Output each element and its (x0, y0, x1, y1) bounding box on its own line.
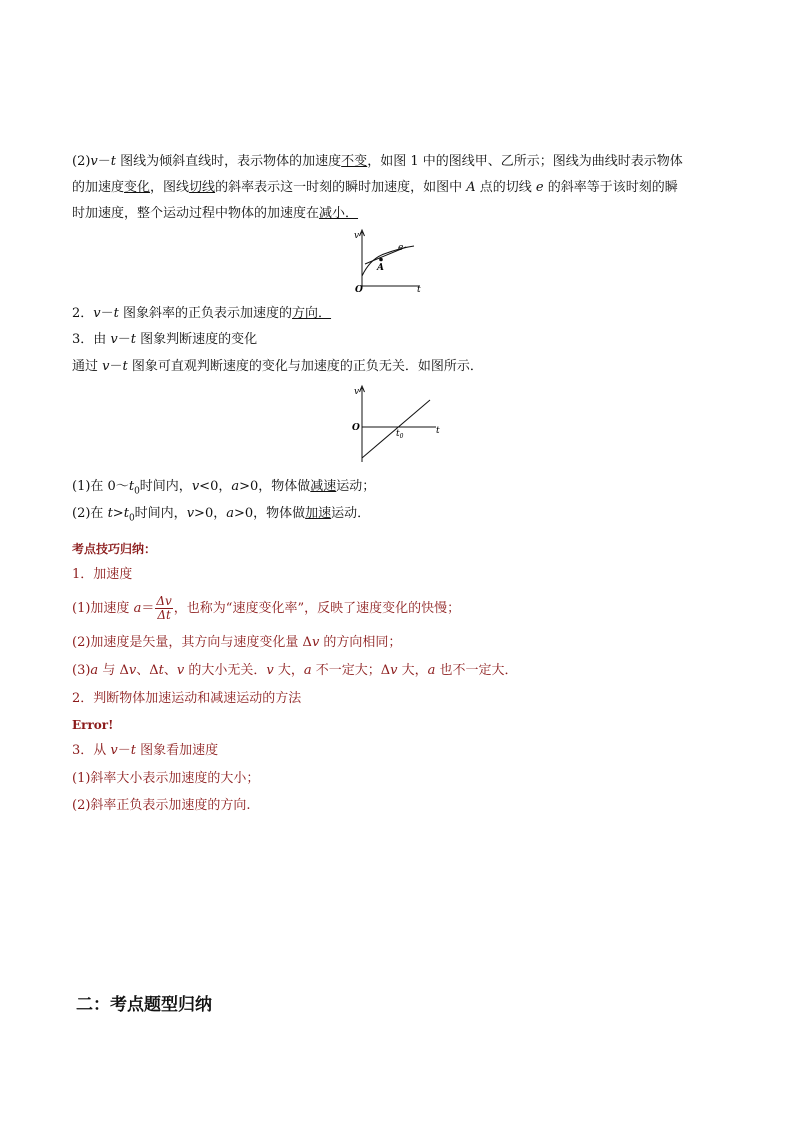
text: ，也称为“速度变化率”，反映了速度变化的快慢； (173, 601, 461, 616)
figure-vt-curve (340, 224, 440, 296)
text: (2)在 (72, 506, 108, 521)
var-v: v (191, 479, 200, 494)
text: 的方向相同； (319, 635, 402, 650)
vt-curve (362, 246, 414, 276)
summary-item-1-3 (72, 662, 518, 680)
text: 运动． (331, 506, 371, 521)
text: － (117, 743, 131, 758)
text: (1)斜率大小表示加速度的大小； (72, 771, 260, 786)
var-v: v (93, 306, 101, 321)
var-t: t (130, 743, 137, 758)
subscript: 0 (134, 486, 140, 497)
text: 点的切线 (475, 180, 536, 195)
text: － (117, 332, 131, 347)
underlined-answer: 加速 (305, 506, 332, 521)
label-e: e (398, 243, 404, 253)
var-t: t (107, 506, 113, 521)
var-a: a (90, 663, 99, 678)
underlined-answer: 减小． (319, 206, 359, 221)
subscript: 0 (128, 513, 135, 524)
statement-2 (72, 505, 370, 528)
text: (3) (72, 663, 91, 678)
var-a: a (133, 601, 142, 616)
label-A: A (377, 263, 384, 273)
error-text (72, 716, 113, 734)
text: 图象看加速度 (136, 743, 219, 758)
var-a: a (231, 479, 240, 494)
text: 也不一定大． (435, 663, 518, 678)
figure-vt-line (340, 380, 452, 470)
text: (2)斜率正负表示加速度的方向. (72, 798, 251, 813)
text: > (112, 506, 124, 521)
text: 时间内， (134, 506, 187, 521)
text: 运动； (336, 479, 376, 494)
summary-item-3-2 (72, 797, 251, 815)
var-a: a (427, 663, 436, 678)
statement-1 (72, 478, 375, 501)
text: 大， (397, 663, 428, 678)
summary-item-1-1 (72, 594, 460, 624)
text: 2． (72, 306, 94, 321)
summary-item-1-2 (72, 634, 401, 652)
text: 考点技巧归纳： (72, 542, 157, 556)
var-v: v (90, 154, 98, 169)
summary-item-3-1 (72, 770, 259, 788)
text: 、Δ (136, 663, 159, 678)
var-v: v (390, 663, 398, 678)
summary-item-1 (72, 566, 132, 584)
underlined-answer: 切线 (189, 180, 216, 195)
label-O: O (355, 285, 363, 295)
var-v: v (110, 332, 118, 347)
underlined-answer: 不变 (341, 154, 368, 169)
text: 图象斜率的正负表示加速度的 (118, 306, 293, 321)
var-t: t (128, 479, 135, 494)
fraction-dv-dt (155, 595, 172, 622)
var-t: t (123, 506, 129, 521)
text: － (97, 154, 111, 169)
text: 的斜率等于该时刻的瞬 (543, 180, 678, 195)
point-A (379, 258, 383, 262)
text: (1)加速度 (72, 601, 134, 616)
label-t0: $t_0$ (396, 429, 404, 440)
text: 的加速度 (72, 180, 125, 195)
var-v: v (110, 743, 118, 758)
numerator: Δv (156, 594, 172, 608)
text: 2．判断物体加速运动和减速运动的方法 (72, 691, 302, 706)
paragraph-line-2 (72, 179, 678, 197)
text: (2)加速度是矢量，其方向与速度变化量 Δ (72, 635, 312, 650)
var-t: t (158, 663, 164, 678)
text: 时加速度，整个运动过程中物体的加速度在 (72, 206, 320, 221)
var-t: t (122, 359, 128, 374)
var-v: v (186, 506, 195, 521)
text: 大， (273, 663, 304, 678)
section-heading: 二：考点题型归纳 (76, 995, 212, 1015)
text: ，如图 1 中的图线甲、乙所示；图线为曲线时表示物体 (367, 154, 683, 169)
text: 的大小无关． (184, 663, 267, 678)
text: 通过 (72, 359, 103, 374)
text: 3．从 (72, 743, 111, 758)
text: >0， (194, 506, 227, 521)
item-3 (72, 331, 257, 349)
text: Error! (72, 718, 114, 732)
text: <0， (199, 479, 232, 494)
var-v: v (176, 663, 185, 678)
text: >0，物体做 (233, 506, 306, 521)
var-v: v (102, 359, 110, 374)
var-t: t (113, 306, 119, 321)
var-A: A (466, 180, 476, 195)
var-v: v (311, 635, 320, 650)
label-t: t (436, 426, 440, 436)
text: 不一定大；Δ (311, 663, 391, 678)
text: 时间内， (139, 479, 192, 494)
text: (2) (72, 154, 91, 169)
var-t: t (130, 332, 137, 347)
var-e: e (535, 180, 544, 195)
summary-item-2 (72, 690, 301, 708)
text: ，图线 (150, 180, 190, 195)
text: 图线为倾斜直线时，表示物体的加速度 (116, 154, 342, 169)
item-2 (72, 305, 331, 323)
text: － (109, 359, 123, 374)
paragraph-line-1 (72, 153, 683, 171)
var-v: v (266, 663, 274, 678)
paragraph-line-3 (72, 205, 358, 223)
text: 的斜率表示这一时刻的瞬时加速度，如图中 (215, 180, 467, 195)
label-t: t (417, 285, 421, 295)
var-t: t (110, 154, 117, 169)
text: － (100, 306, 114, 321)
var-a: a (303, 663, 312, 678)
label-v: v (354, 387, 360, 397)
text: 3．由 (72, 332, 111, 347)
underlined-answer: 减速 (310, 479, 337, 494)
text: 与 Δ (98, 663, 129, 678)
denominator: Δt (157, 608, 171, 622)
text: ＝ (141, 601, 155, 616)
summary-title (72, 540, 156, 558)
var-v: v (128, 663, 137, 678)
text: 、 (163, 663, 177, 678)
underlined-answer: 变化 (124, 180, 151, 195)
text: 图象判断速度的变化 (136, 332, 258, 347)
item-3-description (72, 358, 483, 376)
text: 图象可直观判断速度的变化与加速度的正负无关．如图所示． (127, 359, 483, 374)
var-a: a (226, 506, 234, 521)
underlined-answer: 方向． (292, 306, 332, 321)
label-O: O (352, 423, 360, 433)
text: 1．加速度 (72, 567, 133, 582)
summary-item-3 (72, 742, 218, 760)
label-v: v (354, 231, 360, 241)
text: (1)在 0～ (72, 479, 129, 494)
text: >0，物体做 (239, 479, 311, 494)
